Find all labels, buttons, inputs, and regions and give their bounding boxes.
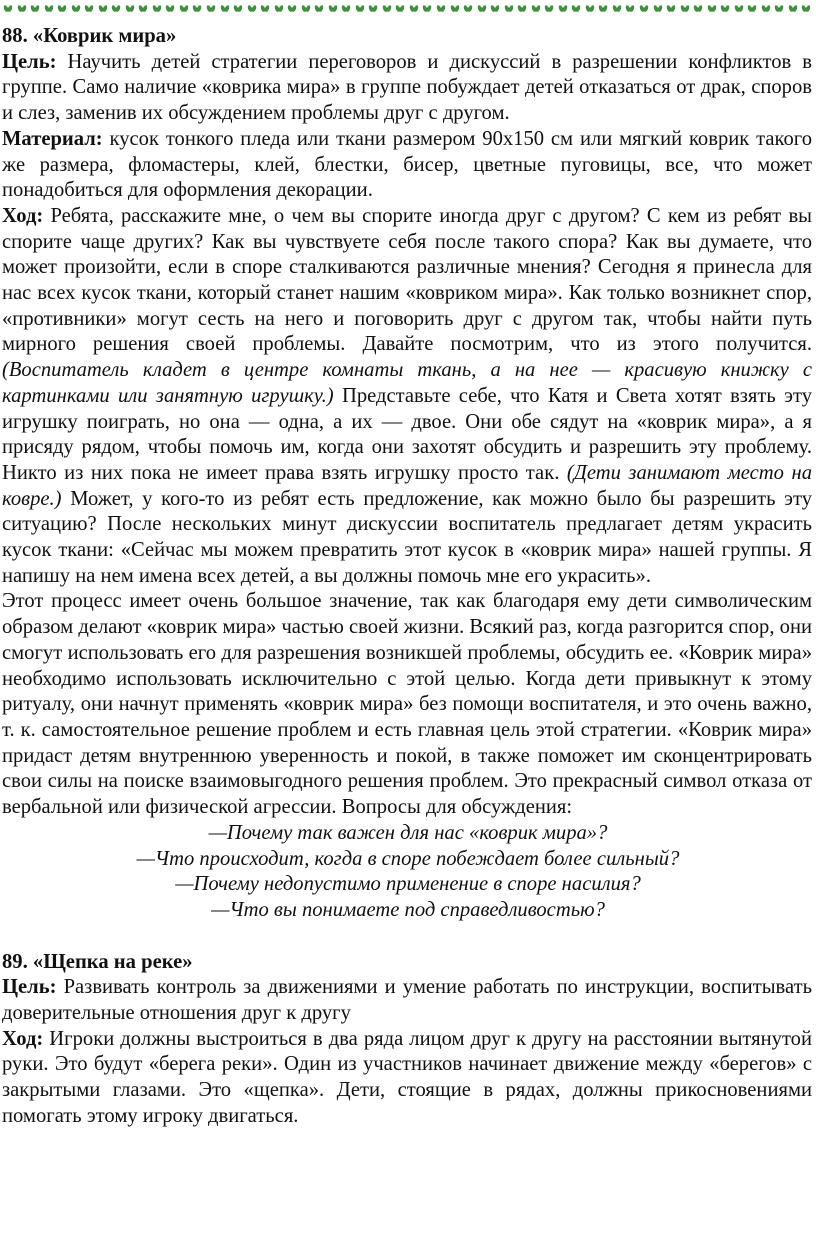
leaf-ornament-icon xyxy=(18,4,27,13)
question-3: —Почему недопустимо применение в споре насилия? xyxy=(175,873,641,896)
leaf-ornament-icon xyxy=(451,4,460,13)
leaf-ornament-icon xyxy=(396,4,405,13)
course-text-1: Ребята, расскажите мне, о чем вы спорите иногда друг с другом? С кем из ребят вы спорите чаще других? Как вы чувствуете себя после такого спора? Как вы думаете, что может произойти, если в споре сталкиваются различные мнения? Сегодня я принесла для нас всех кусок ткани, который станет нашим «ковриком мира». Как только возникнет спор, «противники» могут сесть на него и поговорить друг с другом так, чтобы найти путь мирного решения своей проблемы. Давайте посмотрим, что из этого получится. xyxy=(2,204,812,356)
leaf-ornament-icon xyxy=(139,4,148,13)
leaf-ornament-icon xyxy=(545,4,554,13)
leaf-ornament-icon xyxy=(410,4,419,13)
section-88-goal xyxy=(0,50,812,127)
leaf-ornament-icon xyxy=(126,4,135,13)
leaf-ornament-icon xyxy=(99,4,108,13)
decorative-leaf-border xyxy=(0,0,816,16)
question-1: —Почему так важен для нас «коврик мира»? xyxy=(208,821,608,844)
leaf-ornament-icon xyxy=(423,4,432,13)
leaf-ornament-icon xyxy=(789,4,798,13)
goal-label: Цель: xyxy=(2,976,57,999)
leaf-ornament-icon xyxy=(58,4,67,13)
leaf-ornament-icon xyxy=(572,4,581,13)
goal-text: Научить детей стратегии переговоров и дискуссий в разрешении конфликтов в группе. Само наличие «коврика мира» в группе побуждает детей отказаться от драк, споров и слез, заменив их обсуждением проблемы друг с другом. xyxy=(2,50,812,125)
leaf-ornament-icon xyxy=(4,4,13,13)
document-page xyxy=(0,24,816,1130)
course-label: Ход: xyxy=(2,204,44,227)
course-text: Игроки должны выстроиться в два ряда лицом друг к другу на расстоянии вытянутой руки. Это будут «берега реки». Один из участников начинает движение между «берегов» с закрытыми глазами. Это «щепка». Дети, стоящие в рядах, должны прикосновениями помогать этому игроку двигаться. xyxy=(2,1027,812,1127)
section-gap xyxy=(0,924,816,950)
section-88-material xyxy=(0,127,812,204)
leaf-ornament-icon xyxy=(762,4,771,13)
leaf-ornament-icon xyxy=(288,4,297,13)
material-label: Материал: xyxy=(2,127,103,150)
leaf-ornament-icon xyxy=(31,4,40,13)
leaf-ornament-icon xyxy=(478,4,487,13)
leaf-ornament-icon xyxy=(748,4,757,13)
leaf-ornament-icon xyxy=(491,4,500,13)
goal-label: Цель: xyxy=(2,50,57,73)
leaf-ornament-icon xyxy=(180,4,189,13)
leaf-ornament-icon xyxy=(153,4,162,13)
question-4: —Что вы понимаете под справедливостью? xyxy=(211,898,605,921)
leaf-ornament-icon xyxy=(166,4,175,13)
leaf-ornament-icon xyxy=(315,4,324,13)
section-89-course xyxy=(0,1027,812,1130)
leaf-ornament-icon xyxy=(302,4,311,13)
leaf-ornament-icon xyxy=(329,4,338,13)
leaf-ornament-icon xyxy=(437,4,446,13)
leaf-ornament-icon xyxy=(694,4,703,13)
leaf-ornament-icon xyxy=(356,4,365,13)
section-88-course xyxy=(0,204,812,590)
leaf-ornament-icon xyxy=(45,4,54,13)
leaf-ornament-icon xyxy=(234,4,243,13)
leaf-ornament-icon xyxy=(559,4,568,13)
goal-text: Развивать контроль за движениями и умение работать по инструкции, воспитывать доверительные отношения друг к другу xyxy=(2,976,812,1025)
section-89-title: 89. «Щепка на реке» xyxy=(2,950,193,973)
leaf-ornament-icon xyxy=(599,4,608,13)
course-text-2: Представьте себе, что Катя и Света хотят взять эту игрушку поиграть, но она — одна, а их — двое. Они обе сядут на «коврик мира», а я присяду рядом, чтобы помочь им, когда они захотят обсудить и разрешить эту проблему. Никто из них пока не имеет права взять игрушку просто так. xyxy=(2,384,812,484)
leaf-ornament-icon xyxy=(383,4,392,13)
material-text: кусок тонкого пледа или ткани размером 90х150 см или мягкий коврик такого же размера, фломастеры, клей, блестки, бисер, цветные пуговицы, все, что может понадобиться для оформления декорации. xyxy=(2,127,812,202)
course-italic-2: (Дети занимают место на ковре.) xyxy=(2,461,812,510)
question-2: —Что происходит, когда в споре побеждает более сильный? xyxy=(136,847,680,870)
leaf-ornament-icon xyxy=(802,4,811,13)
leaf-ornament-icon xyxy=(654,4,663,13)
leaf-ornament-icon xyxy=(681,4,690,13)
section-88-title: 88. «Коврик мира» xyxy=(2,25,177,47)
leaf-ornament-icon xyxy=(708,4,717,13)
leaf-ornament-icon xyxy=(275,4,284,13)
leaf-ornament-icon xyxy=(518,4,527,13)
section-89-goal xyxy=(0,975,812,1026)
section-88-process: Этот процесс имеет очень большое значение, так как благодаря ему дети символическим образом делают «коврик мира» частью своей жизни. Всякий раз, когда разгорится спор, они смогут использовать его для разрешения возникшей проблемы, обсудить ее. «Коврик мира» необходимо использовать исключительно с этой целью. Когда дети привыкнут к этому ритуалу, они начнут применять «коврик мира» без помощи воспитателя, и это очень важно, т. к. самостоятельное решение проблем и есть главная цель этой стратегии. «Коврик мира» придаст детям внутреннюю уверенность и покой, в также поможет им сконцентрировать свои силы на поиске взаимовыгодного решения проблем. Это прекрасный символ отказа от вербальной или физической агрессии. Вопросы для обсуждения: xyxy=(2,590,812,819)
course-label: Ход: xyxy=(2,1027,44,1050)
leaf-ornament-icon xyxy=(248,4,257,13)
leaf-ornament-icon xyxy=(72,4,81,13)
leaf-ornament-icon xyxy=(626,4,635,13)
leaf-ornament-icon xyxy=(221,4,230,13)
leaf-ornament-icon xyxy=(735,4,744,13)
course-italic-1: (Воспитатель кладет в центре комнаты ткань, а на нее — красивую книжку с картинками или занятную игрушку.) xyxy=(2,359,812,407)
leaf-ornament-icon xyxy=(464,4,473,13)
course-text-3: Может, у кого-то из ребят есть предложение, как можно было бы разрешить эту ситуацию? После нескольких минут дискуссии воспитатель предлагает детям украсить кусок ткани: «Сейчас мы можем превратить этот кусок в «коврик мира» нашей группы. Я напишу на нем имена всех детей, а вы должны помочь мне его украсить». xyxy=(2,487,812,587)
leaf-ornament-icon xyxy=(667,4,676,13)
leaf-ornament-icon xyxy=(369,4,378,13)
leaf-ornament-icon xyxy=(613,4,622,13)
leaf-ornament-icon xyxy=(112,4,121,13)
leaf-ornament-icon xyxy=(640,4,649,13)
leaf-ornament-icon xyxy=(193,4,202,13)
leaf-ornament-icon xyxy=(775,4,784,13)
leaf-ornament-icon xyxy=(505,4,514,13)
leaf-ornament-icon xyxy=(207,4,216,13)
leaf-ornament-icon xyxy=(261,4,270,13)
leaf-ornament-icon xyxy=(85,4,94,13)
leaf-ornament-icon xyxy=(342,4,351,13)
leaf-ornament-icon xyxy=(532,4,541,13)
leaf-ornament-icon xyxy=(721,4,730,13)
leaf-ornament-icon xyxy=(586,4,595,13)
